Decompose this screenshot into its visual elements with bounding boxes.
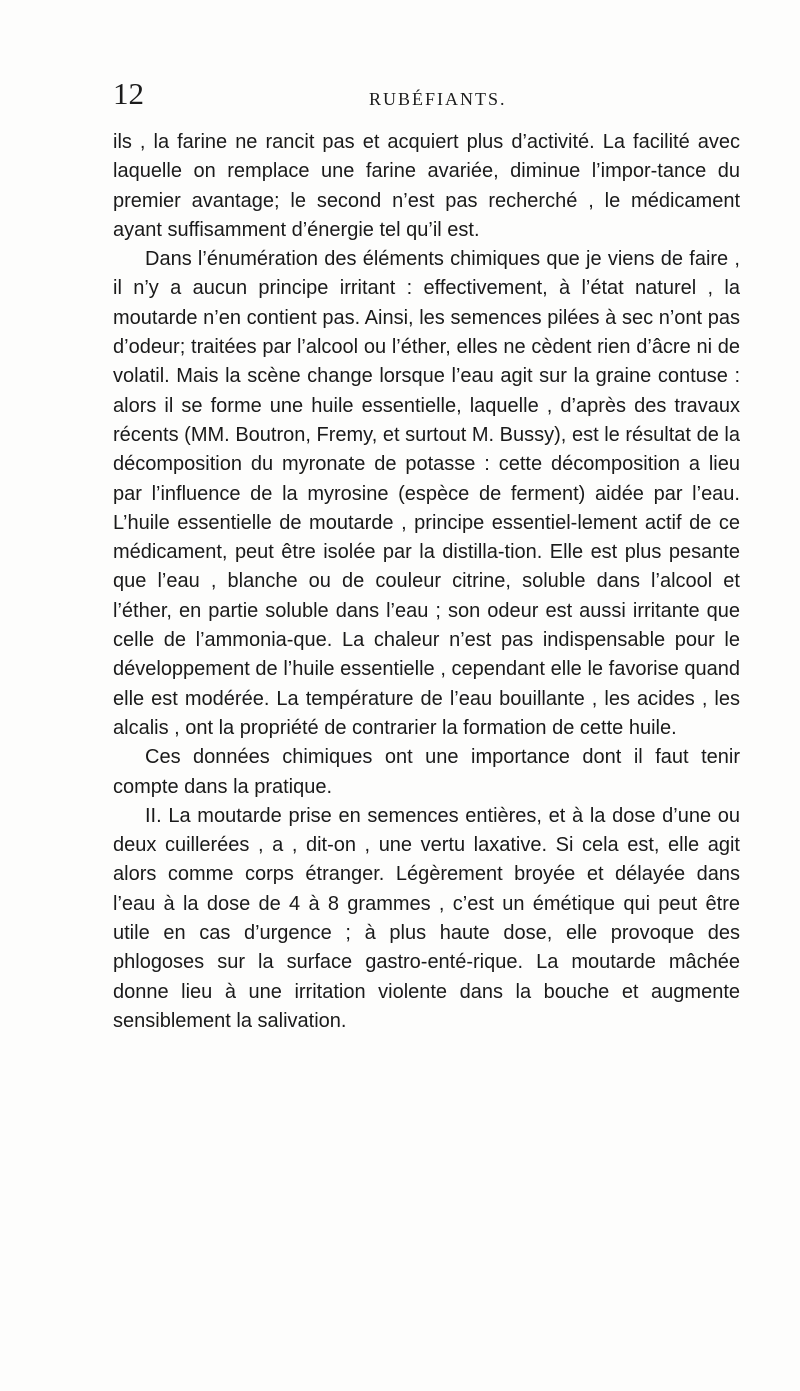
body-text <box>113 128 740 1036</box>
paragraph-1: ils , la farine ne rancit pas et acquiert plus d’activité. La facilité avec laquelle on remplace une farine avariée, diminue l’impor-tance du premier avantage; le second n’est pas recherché , le médicament ayant suffisamment d’énergie tel qu’il est. <box>113 131 740 241</box>
page-header <box>113 76 733 120</box>
running-head: RUBÉFIANTS. <box>369 89 507 109</box>
paragraph-4: II. La moutarde prise en semences entières, et à la dose d’une ou deux cuillerées , a , dit-on , une vertu laxative. Si cela est, elle agit alors comme corps étranger. Légèrement broyée et délayée dans l’eau à la dose de 4 à 8 grammes , c’est un émétique qui peut être utile en cas d’urgence ; à plus haute dose, elle provoque des phlogoses sur la surface gastro-enté-rique. La moutarde mâchée donne lieu à une irritation violente dans la bouche et augmente sensiblement la salivation. <box>113 804 740 1032</box>
paragraph-2: Dans l’énumération des éléments chimiques que je viens de faire , il n’y a aucun principe irritant : effectivement, à l’état naturel , la moutarde n’en contient pas. Ainsi, les semences pilées à sec n’ont pas d’odeur; traitées par l’alcool ou l’éther, elles ne cèdent rien d’âcre ni de volatil. Mais la scène change lorsque l’eau agit sur la graine contuse : alors il se forme une huile essentielle, laquelle , d’après des travaux récents (MM. Boutron, Fremy, et surtout M. Bussy), est le résultat de la décomposition du myronate de potasse : cette décomposition a lieu par l’influence de la myrosine (espèce de ferment) aidée par l’eau. L’huile essentielle de moutarde , principe essentiel-lement actif de ce médicament, peut être isolée par la distilla-tion. Elle est plus pesante que l’eau , blanche ou de couleur citrine, soluble dans l’alcool et l’éther, en partie soluble dans l’eau ; son odeur est aussi irritante que celle de l’ammonia-que. La chaleur n’est pas indispensable pour le développement de l’huile essentielle , cependant elle le favorise quand elle est modérée. La température de l’eau bouillante , les acides , les alcalis , ont la propriété de contrarier la formation de cette huile. <box>113 248 740 739</box>
page-number: 12 <box>113 76 144 111</box>
paragraph-3: Ces données chimiques ont une importance dont il faut tenir compte dans la pratique. <box>113 746 740 798</box>
